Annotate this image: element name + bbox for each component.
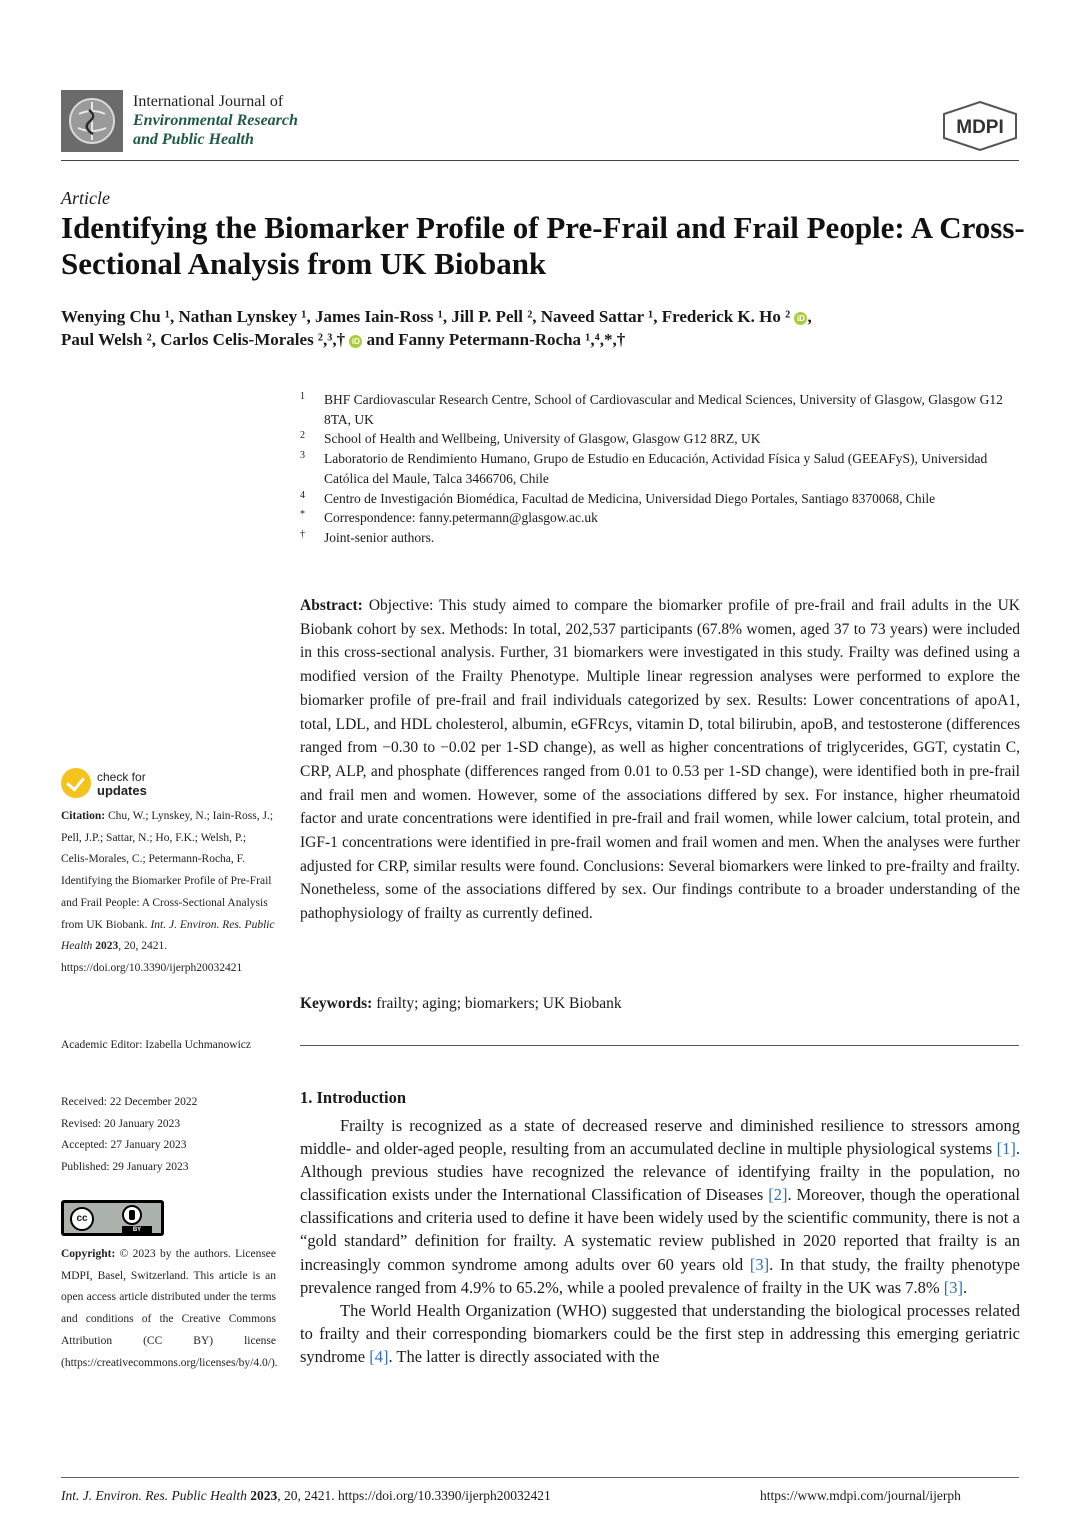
citation-text: Chu, W.; Lynskey, N.; Iain-Ross, J.; Pell, J.P.; Sattar, N.; Ho, F.K.; Welsh, P.; Celis-Morales, C.; Petermann-Rocha, F. Identifying the Biomarker Profile of Pre-Frail and Frail People: A Cross-Sectional Analysis from UK Biobank.	[61, 810, 274, 931]
article-title: Identifying the Biomarker Profile of Pre-Frail and Frail People: A Cross-Sectional Analysis from UK Biobank	[61, 210, 1025, 281]
authors-line-1: Wenying Chu ¹, Nathan Lynskey ¹, James Iain-Ross ¹, Jill P. Pell ², Naveed Sattar ¹, Frederick K. Ho ²	[61, 307, 791, 326]
affiliation-item	[300, 449, 1025, 488]
keywords-text: frailty; aging; biomarkers; UK Biobank	[376, 995, 622, 1012]
authors-line-2: Paul Welsh ², Carlos Celis-Morales ²,³,†	[61, 330, 346, 349]
accepted-date: Accepted: 27 January 2023	[61, 1139, 187, 1152]
section-heading: 1. Introduction	[300, 1088, 407, 1107]
journal-name	[133, 92, 298, 149]
affiliation-mark: 2	[300, 430, 305, 442]
footer-doi[interactable]: , 20, 2421. https://doi.org/10.3390/ijerph20032421	[277, 1488, 551, 1503]
orcid-icon[interactable]: iD	[349, 335, 362, 348]
mdpi-logo-icon	[940, 100, 1020, 152]
footer-divider	[61, 1477, 1019, 1478]
check-line2: updates	[97, 783, 147, 798]
affiliation-item	[300, 429, 1025, 449]
abstract-text: Objective: This study aimed to compare the biomarker profile of pre-frail and frail adults in the UK Biobank cohort by sex. Methods: In total, 202,537 participants (67.8% women, aged 37 to 73 years) were included in this cross-sectional analysis. Further, 31 biomarkers were investigated in this study. Frailty was defined using a modified version of the Frailty Phenotype. Multiple linear regression analyses were performed to explore the biomarker profile of pre-frail and frail individuals categorized by sex. Results: Lower concentrations of apoA1, total, LDL, and HDL cholesterol, albumin, eGFRcys, vitamin D, total bilirubin, apoB, and testosterone (differences ranged from −0.30 to −0.02 per 1-SD change), as well as higher concentrations of triglycerides, GGT, cystatin C, CRP, ALP, and phosphate (differences ranged from 0.01 to 0.53 per 1-SD change), were identified both in pre-frail and frail men and women. However, some of the associations differed by sex. For instance, higher rheumatoid factor and urate concentrations were identified in pre-frail and frail women, while lower calcium, total protein, and IGF-1 concentrations were identified in pre-frail women and frail women and men. When the analyses were further adjusted for CRP, similar results were found. Conclusions: Several biomarkers were linked to pre-frailty and frailty. Nonetheless, some of the associations differed by sex. Our findings contribute to a broader understanding of the pathophysiology of frailty as currently defined.	[300, 597, 1021, 923]
affiliation-text: Laboratorio de Rendimiento Humano, Grupo de Estudio en Educación, Actividad Física y Salud (GEEAFyS), Universidad Católica del Maule, Talca 3466706, Chile	[324, 451, 988, 486]
section-divider	[300, 1045, 1019, 1046]
affiliation-mark: 1	[300, 391, 305, 402]
affiliation-mark: 3	[300, 450, 305, 462]
affiliation-text: School of Health and Wellbeing, University of Glasgow, Glasgow G12 8RZ, UK	[324, 431, 761, 447]
keywords-label: Keywords:	[300, 995, 373, 1012]
citation-doi[interactable]: , 20, 2421. https://doi.org/10.3390/ijerph20032421	[61, 940, 243, 974]
affiliation-text: Joint-senior authors.	[324, 529, 435, 545]
footer-journal: Int. J. Environ. Res. Public Health	[61, 1488, 247, 1503]
affiliation-mark: 4	[300, 489, 305, 501]
footer-year: 2023	[250, 1488, 278, 1503]
check-for-updates-button[interactable]	[61, 768, 171, 802]
citation-link[interactable]: [3]	[749, 1254, 770, 1274]
copyright-text: © 2023 by the authors. Licensee MDPI, Basel, Switzerland. This article is an open access article distributed under the terms and conditions of the Creative Commons Attribution (CC BY) license (https://creativecommons.org/licenses/by/4.0/).	[61, 1248, 278, 1369]
abstract-label: Abstract:	[300, 597, 363, 614]
author-list: Wenying Chu ¹, Nathan Lynskey ¹, James Iain-Ross ¹, Jill P. Pell ², Naveed Sattar ¹, Frederick K. Ho ² iD , Paul Welsh ², Carlos Celis-Morales ²,³,† iD and Fanny Petermann-Rocha ¹,⁴,*,†	[61, 307, 812, 349]
affiliation-item	[300, 528, 1025, 548]
copyright-label: Copyright:	[61, 1248, 116, 1260]
revised-date: Revised: 20 January 2023	[61, 1117, 181, 1130]
citation-link[interactable]: [4]	[369, 1346, 389, 1366]
academic-editor: Academic Editor: Izabella Uchmanowicz	[61, 1039, 251, 1051]
citation-link[interactable]: [2]	[768, 1185, 788, 1205]
journal-logo-icon	[61, 90, 123, 152]
affiliation-item	[300, 390, 1025, 429]
affiliation-mark: †	[300, 528, 305, 540]
citation-journal: Int. J. Environ. Res. Public Health	[61, 918, 275, 953]
correspondence-email[interactable]: Correspondence: fanny.petermann@glasgow.ac.uk	[324, 510, 598, 526]
published-date: Published: 29 January 2023	[61, 1161, 189, 1174]
affiliation-item	[300, 489, 1025, 509]
affiliation-mark: *	[300, 509, 305, 521]
journal-name-line2: Environmental Research	[133, 112, 298, 129]
received-date: Received: 22 December 2022	[61, 1096, 198, 1108]
citation-link[interactable]: [3]	[943, 1277, 963, 1297]
affiliation-text: Centro de Investigación Biomédica, Facultad de Medicina, Universidad Diego Portales, Santiago 8370068, Chile	[324, 490, 936, 506]
article-type: Article	[61, 188, 110, 208]
paragraph: The World Health Organization (WHO) suggested that understanding the biological processes related to frailty and their corresponding biomarkers could be the first step in addressing this emerging geriatric syndrome [4]. The latter is directly associated with the	[300, 1300, 1020, 1366]
journal-name-line1: International Journal of	[133, 93, 284, 110]
affiliation-text: BHF Cardiovascular Research Centre, School of Cardiovascular and Medical Sciences, University of Glasgow, Glasgow G12 8TA, UK	[324, 392, 1003, 427]
publisher-name: MDPI	[956, 117, 1004, 138]
affiliations	[300, 390, 1025, 548]
citation-block	[61, 806, 276, 980]
paragraph: Frailty is recognized as a state of decreased reserve and diminished resilience to stressors among middle- and older-aged people, resulting from an accumulated decline in multiple physiological systems [1]. Although previous studies have recognized the relevance of identifying frailty in the population, no classification exists under the International Classification of Diseases [2]. Moreover, though the operational classifications and criteria used to define it have been widely used by the scientific community, there is not a “gold standard” definition for frailty. A systematic review published in 2020 reported that frailty is an increasingly common syndrome among adults over 60 years old [3]. In that study, the frailty phenotype prevalence ranged from 4.9% to 65.2%, while a pooled prevalence of frailty in the UK was 7.8% [3].	[300, 1116, 1020, 1297]
keywords	[300, 995, 1020, 1013]
check-line1: check for	[97, 770, 146, 784]
citation-year: 2023	[95, 940, 119, 953]
header-divider	[61, 160, 1019, 161]
journal-name-line3: and Public Health	[133, 131, 254, 148]
authors-line-2b: and Fanny Petermann-Rocha ¹,⁴,*,†	[366, 330, 626, 349]
cc-by-license-icon[interactable]: cc BY	[61, 1200, 164, 1236]
citation-label: Citation:	[61, 810, 106, 822]
copyright-notice	[61, 1244, 276, 1374]
affiliation-item	[300, 508, 1025, 528]
footer-url[interactable]: https://www.mdpi.com/journal/ijerph	[760, 1488, 961, 1503]
publication-dates	[61, 1092, 276, 1179]
citation-link[interactable]: [1]	[996, 1139, 1016, 1159]
abstract	[300, 594, 1020, 926]
orcid-icon[interactable]: iD	[794, 312, 807, 325]
introduction-body	[300, 1114, 1020, 1368]
footer-citation	[61, 1488, 551, 1504]
checkmark-icon	[61, 768, 91, 798]
